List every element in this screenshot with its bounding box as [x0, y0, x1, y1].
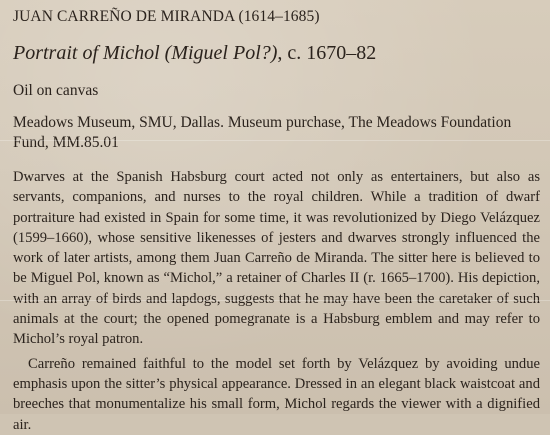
- artwork-title-name: Portrait of Michol (Miguel Pol?): [13, 42, 278, 64]
- artwork-medium: Oil on canvas: [13, 82, 99, 99]
- description-paragraph-2: Carreño remained faithful to the model set forth by Velázquez by avoiding undue emphasis upon the sitter’s physical appearance. Dressed in an elegant black waistcoat and breeches that monumentalize his small form, Michol regards the viewer with a dignified air.: [13, 355, 540, 433]
- artwork-title: [13, 41, 540, 65]
- description-paragraph-1: Dwarves at the Spanish Habsburg court acted not only as entertainers, but also as servants, companions, and nurses to the royal children. While a tradition of dwarf portraiture had existed in Spain for some time, it was revolutionized by Diego Velázquez (1599–1660), whose sensitive likenesses of jesters and dwarves strongly influenced the work of later artists, among them Juan Carreño de Miranda. The sitter here is believed to be Miguel Pol, known as “Michol,” a retainer of Charles II (r. 1665–1700). His depiction, with an array of birds and lapdogs, suggests that he may have been the caretaker of such animals at the court; the opened pomegranate is a Habsburg emblem and may refer to Michol’s royal patron.: [13, 169, 540, 348]
- artwork-date: , c. 1670–82: [277, 42, 377, 64]
- credit-line: Meadows Museum, SMU, Dallas. Museum purchase, The Meadows Foundation Fund, MM.85.01: [13, 114, 512, 151]
- artist-name: JUAN CARREÑO DE MIRANDA (1614–1685): [13, 8, 320, 25]
